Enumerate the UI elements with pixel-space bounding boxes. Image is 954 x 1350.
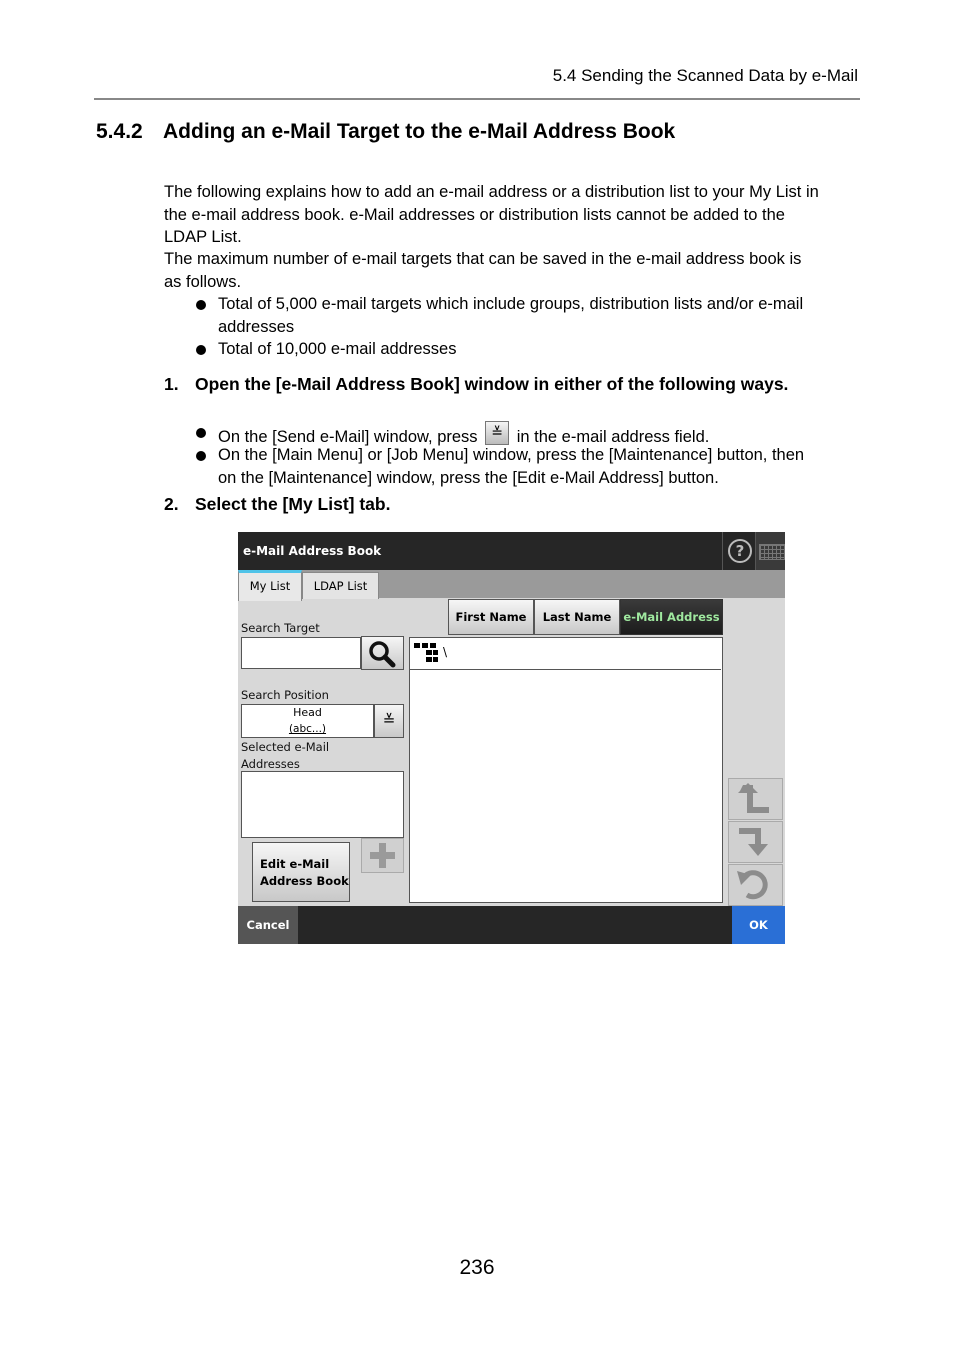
running-header: 5.4 Sending the Scanned Data by e-Mail [552, 66, 858, 85]
search-target-input[interactable] [241, 637, 361, 669]
return-icon [729, 865, 782, 905]
help-icon: ? [728, 539, 752, 563]
section-title-text: Adding an e-Mail Target to the e-Mail Address Book [163, 120, 676, 143]
list-item [196, 444, 856, 489]
cancel-button[interactable]: Cancel [238, 906, 298, 944]
address-list[interactable] [409, 637, 723, 903]
window-title: e-Mail Address Book [243, 544, 382, 558]
scroll-down-icon: ≚ [382, 711, 396, 729]
list-item [196, 338, 856, 361]
arrow-down-icon [729, 822, 782, 862]
text-fragment: On the [Send e-Mail] window, press [218, 428, 478, 446]
text-line: Edit e-Mail [260, 857, 330, 871]
sort-email-address-button[interactable]: e-Mail Address [620, 599, 723, 635]
text-line: On the [Main Menu] or [Job Menu] window, press the [Maintenance] button, then [218, 446, 805, 464]
search-position-label: Search Position [241, 688, 329, 702]
title-bar [238, 532, 785, 570]
section-number: 5.4.2 [96, 120, 143, 143]
sort-last-name-button[interactable]: Last Name [534, 599, 620, 635]
step-number: 1. [164, 374, 179, 394]
ok-button[interactable]: OK [732, 906, 785, 944]
keyboard-button[interactable] [755, 532, 785, 570]
step-1 [164, 374, 788, 395]
text-line: The maximum number of e-mail targets that can be saved in the e-mail address book is [164, 250, 802, 268]
page-up-button[interactable] [728, 778, 783, 820]
text-line: as follows. [164, 272, 242, 291]
keyboard-icon [759, 544, 785, 560]
scroll-down-icon: ≚ [485, 421, 509, 445]
text-line: Head [293, 706, 322, 719]
bullet-dot [196, 451, 206, 461]
text-line: Total of 5,000 e-mail targets which include groups, distribution lists and/or e-mail [218, 295, 804, 313]
bullet-dot [196, 300, 206, 310]
text-line: Address Book [260, 874, 349, 888]
text-line: Addresses [241, 757, 300, 771]
tree-icon [414, 641, 440, 665]
list-path-header [409, 637, 721, 670]
selected-addresses-label [241, 739, 329, 773]
text-line: LDAP List. [164, 228, 242, 246]
path-text: \ [443, 645, 448, 659]
list-item [196, 293, 856, 338]
page-number: 236 [459, 1256, 495, 1279]
text-line: (abc...) [288, 723, 327, 735]
tab-my-list[interactable]: My List [238, 570, 302, 601]
intro-paragraph-2 [164, 248, 864, 293]
text-line: on the [Maintenance] window, press the [Edit e-Mail Address] button. [218, 468, 719, 487]
text-fragment: in the e-mail address field. [516, 428, 710, 446]
tab-ldap-list[interactable]: LDAP List [302, 572, 379, 599]
search-position-dropdown-button[interactable] [374, 704, 404, 738]
section-title [96, 120, 675, 144]
header-rule [94, 98, 860, 100]
text-line: Selected e-Mail [241, 740, 330, 754]
search-position-value[interactable] [241, 704, 374, 738]
email-address-book-window [238, 532, 785, 944]
text-line: the e-mail address book. e-Mail addresses or distribution lists cannot be added to the [164, 205, 785, 224]
search-target-label: Search Target [241, 621, 320, 635]
edit-address-book-button[interactable] [252, 842, 350, 902]
text-line: addresses [218, 317, 295, 336]
add-button[interactable] [361, 838, 404, 873]
bullet-dot [196, 345, 206, 355]
plus-icon [362, 839, 403, 872]
bottom-bar [238, 906, 785, 944]
help-button[interactable] [722, 532, 755, 570]
step-2 [164, 494, 390, 515]
search-button[interactable] [361, 636, 404, 670]
bullet-dot [196, 428, 206, 438]
step-number: 2. [164, 494, 179, 514]
selected-addresses-box[interactable] [241, 771, 404, 838]
magnifier-icon [362, 637, 403, 669]
page-down-button[interactable] [728, 821, 783, 863]
sort-first-name-button[interactable]: First Name [448, 599, 534, 635]
intro-paragraph-1 [164, 181, 864, 249]
step-text: Open the [e-Mail Address Book] window in either of the following ways. [195, 374, 789, 394]
text-line: The following explains how to add an e-mail address or a distribution list to your My List in [164, 183, 819, 201]
text-line: Total of 10,000 e-mail addresses [218, 340, 457, 358]
step-text: Select the [My List] tab. [195, 494, 391, 514]
back-button[interactable] [728, 864, 783, 906]
arrow-up-icon [729, 779, 782, 819]
